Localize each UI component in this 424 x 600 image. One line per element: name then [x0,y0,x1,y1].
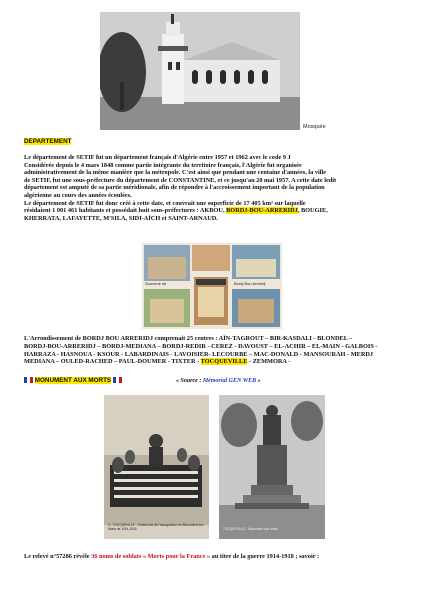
departement-line-8 [24,207,402,215]
tocqueville-highlight: TOCQUEVILLE [200,358,248,366]
arrondissement-line-2: HARRAZA - HASNOUA - KSOUR - LABARDINAIS - LAVOISIER- LECOURBE – MAC-DONALD - MANSOURAH - MERDJ [24,350,374,358]
releve-line [24,553,414,561]
postcard-label-souvenir: Souvenir de [145,281,167,286]
departement-line-8-tail: , BOUGIE, [297,207,328,215]
postcard-collage [142,243,282,329]
arrondissement-line-1: BORDJ-BOU-ARRERIDJ – BORDJ-MEDIANA – BORDJ-REDIR - CEREZ - DAVOUST – EL-ACHIR – EL-MAIN - GALBOIS - [24,342,378,350]
french-flag-icon [113,377,122,383]
departement-heading-text: DEPARTEMENT [24,138,72,145]
french-flag-icon [24,377,33,383]
inauguration-caption: 3 - TOCQUEVILLE - Cérémonie de l'inauguration du Monument aux Morts de 1914-1918 [108,523,204,531]
mosque-photo [100,12,300,130]
departement-line-9: KHERRATA, LAFAYETTE, M'SILA, SIDI-AÏCH et SAINT-ARNAUD. [24,214,218,222]
monument-illustration [219,395,325,539]
releve-red-text: 36 noms de soldats « Morts pour la France » [91,553,211,560]
departement-heading [24,138,71,145]
monument-heading-row [24,377,122,384]
departement-line-8-text: résidaient 1 001 461 habitants et possédait huit sous-préfectures : AKBOU, [24,207,227,215]
departement-line-1: Le département de SETIF fut un département français d'Algérie entre 1957 et 1962 avec le code 9 J [24,154,291,161]
arrondissement-line-3 [24,358,404,366]
source-prefix: « Source : [176,378,203,384]
departement-line-3: administrativement de la même manière que la métropole. C'est ainsi que pendant une centaine d'années, la ville [24,169,327,177]
departement-line-4: de SETIF, fut une sous-préfecture du département de CONSTANTINE, et ce jusqu'au 20 mai 1957. A cette date ledit [24,176,337,184]
arrondissement-paragraph [24,335,404,366]
mosque-illustration [100,12,300,130]
departement-line-7: Le département de SETIF fut donc créé à cette date, et couvrait une superficie de 17 405 km² sur laquelle [24,199,306,207]
monument-source [176,378,261,384]
releve-suffix: au titre de la guerre 1914-1918 ; savoir : [210,553,320,560]
source-suffix: » [256,378,261,384]
source-link[interactable]: Mémorial GEN WEB [202,378,257,384]
arrondissement-intro: L'Arrondissement de BORDJ BOU ARRERIDJ comprenait 25 centres : AÏN-TAGROUT – BIR-KASDALI - BLONDEL – [24,335,353,342]
monument-caption: TOCQUEVILLE - Monument aux Morts [223,527,279,531]
releve-prefix: Le relevé n°57286 révèle [24,553,92,560]
postcard-label-bordj: Bordj Bou Arreridj [234,281,266,286]
inauguration-illustration [104,395,209,539]
mosque-caption: Mosquée [303,124,326,130]
departement-paragraph [24,154,402,222]
postcard-illustration [142,243,282,329]
arrondissement-line-3-text: MEDIANA – OULED-RACHED – PAUL-DOUMER - TIXTER - [24,358,201,366]
monument-heading: MONUMENT AUX MORTS [34,377,112,384]
monument-photo [219,395,325,539]
bordj-highlight: BORDJ-BOU-ARRERIDJ [226,207,298,215]
departement-line-6: algérienne au cours des années écoulées. [24,191,132,199]
departement-line-5: département est amputé de sa partie méridionale, afin de répondre à l'accroissement important de la population [24,184,325,192]
arrondissement-tail: - ZEMMORA - [247,358,291,366]
inauguration-photo [104,395,209,539]
departement-line-2: Considérée depuis le 4 mars 1848 comme partie intégrante du territoire français, l'Algérie fut organisée [24,161,302,169]
